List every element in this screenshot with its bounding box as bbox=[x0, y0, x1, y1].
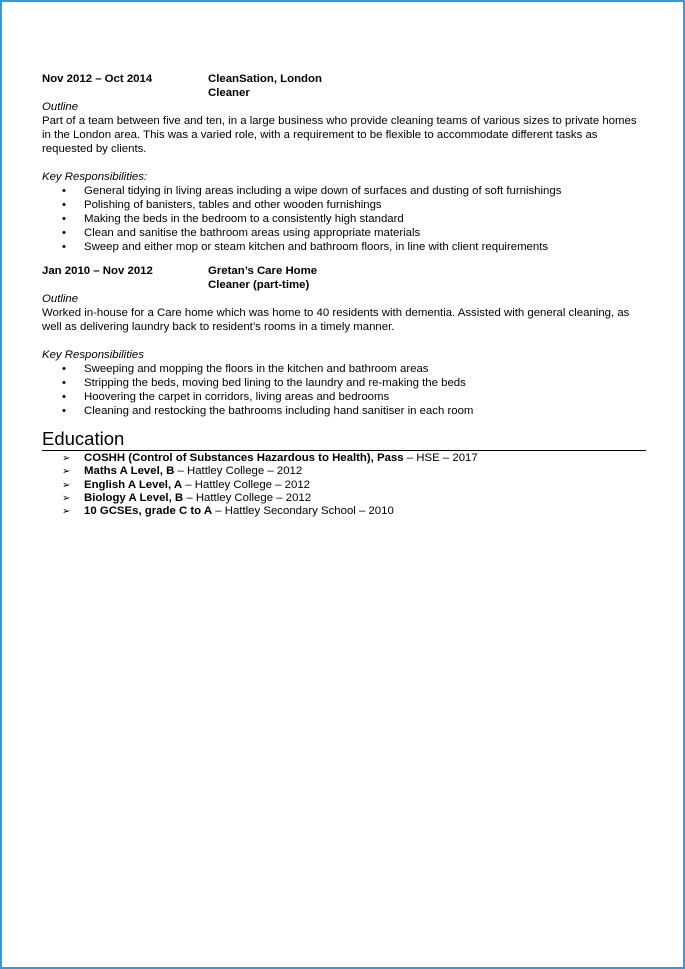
arrowhead-bullet-icon: ➢ bbox=[62, 479, 71, 491]
arrowhead-bullet-icon: ➢ bbox=[62, 453, 71, 464]
arrowhead-bullet-icon: ➢ bbox=[62, 466, 71, 478]
disc-bullet-icon: • bbox=[62, 377, 66, 389]
disc-bullet-icon: • bbox=[62, 227, 66, 239]
list-item: • Clean and sanitise the bathroom areas using appropriate materials bbox=[62, 227, 421, 239]
list-item: • Sweeping and mopping the floors in the kitchen and bathroom areas bbox=[62, 363, 429, 375]
job-entry-gretans bbox=[42, 264, 648, 418]
list-item: • General tidying in living areas including a wipe down of surfaces and dusting of soft furnishings bbox=[62, 185, 562, 197]
outline-label: Outline bbox=[42, 293, 79, 305]
cv-content bbox=[42, 72, 648, 518]
responsibilities-label: Key Responsibilities bbox=[42, 349, 144, 361]
disc-bullet-icon: • bbox=[62, 405, 66, 417]
education-item: ➢ 10 GCSEs, grade C to A – Hattley Secondary School – 2010 bbox=[62, 505, 394, 518]
list-item: • Making the beds in the bedroom to a consistently high standard bbox=[62, 213, 404, 225]
responsibilities-label: Key Responsibilities: bbox=[42, 171, 148, 183]
job-title: Cleaner (part-time) bbox=[208, 279, 310, 291]
list-item: • Hoovering the carpet in corridors, living areas and bedrooms bbox=[62, 391, 390, 403]
education-list bbox=[42, 452, 648, 518]
education-item: ➢ Maths A Level, B – Hattley College – 2012 bbox=[62, 465, 303, 478]
education-item: ➢ Biology A Level, B – Hattley College – 2012 bbox=[62, 491, 312, 504]
outline-text: Worked in-house for a Care home which was home to 40 residents with dementia. Assisted with general cleaning, as well as delivering laundry back to resident’s rooms in a timely manner. bbox=[42, 307, 630, 333]
job-header bbox=[42, 264, 648, 292]
education-item: ➢ COSHH (Control of Substances Hazardous to Health), Pass – HSE – 2017 bbox=[62, 452, 478, 464]
job-title: Cleaner bbox=[208, 87, 250, 99]
responsibilities-list bbox=[42, 362, 648, 418]
disc-bullet-icon: • bbox=[62, 185, 66, 197]
disc-bullet-icon: • bbox=[62, 241, 66, 253]
job-header bbox=[42, 72, 648, 100]
list-item: • Stripping the beds, moving bed lining to the laundry and re-making the beds bbox=[62, 377, 466, 389]
education-heading: Education bbox=[42, 428, 646, 451]
outline-label: Outline bbox=[42, 101, 79, 113]
arrowhead-bullet-icon: ➢ bbox=[62, 492, 71, 504]
arrowhead-bullet-icon: ➢ bbox=[62, 506, 71, 518]
job-dates: Jan 2010 – Nov 2012 bbox=[42, 265, 153, 277]
list-item: • Sweep and either mop or steam kitchen and bathroom floors, in line with client requirements bbox=[62, 241, 549, 253]
job-employer: Gretan’s Care Home bbox=[208, 265, 318, 277]
outline-text: Part of a team between five and ten, in a large business who provide cleaning teams of various sizes to private homes in the London area. This was a varied role, with a requirement to be flexible to accommodate different tasks as requested by clients. bbox=[42, 115, 637, 155]
responsibilities-list bbox=[42, 184, 648, 254]
job-employer: CleanSation, London bbox=[208, 73, 322, 85]
disc-bullet-icon: • bbox=[62, 391, 66, 403]
job-entry-cleansation bbox=[42, 72, 648, 254]
job-dates: Nov 2012 – Oct 2014 bbox=[42, 73, 153, 85]
disc-bullet-icon: • bbox=[62, 199, 66, 211]
list-item: • Cleaning and restocking the bathrooms including hand sanitiser in each room bbox=[62, 405, 474, 417]
disc-bullet-icon: • bbox=[62, 363, 66, 375]
list-item: • Polishing of banisters, tables and other wooden furnishings bbox=[62, 199, 382, 211]
disc-bullet-icon: • bbox=[62, 213, 66, 225]
education-item: ➢ English A Level, A – Hattley College – 2012 bbox=[62, 478, 311, 491]
